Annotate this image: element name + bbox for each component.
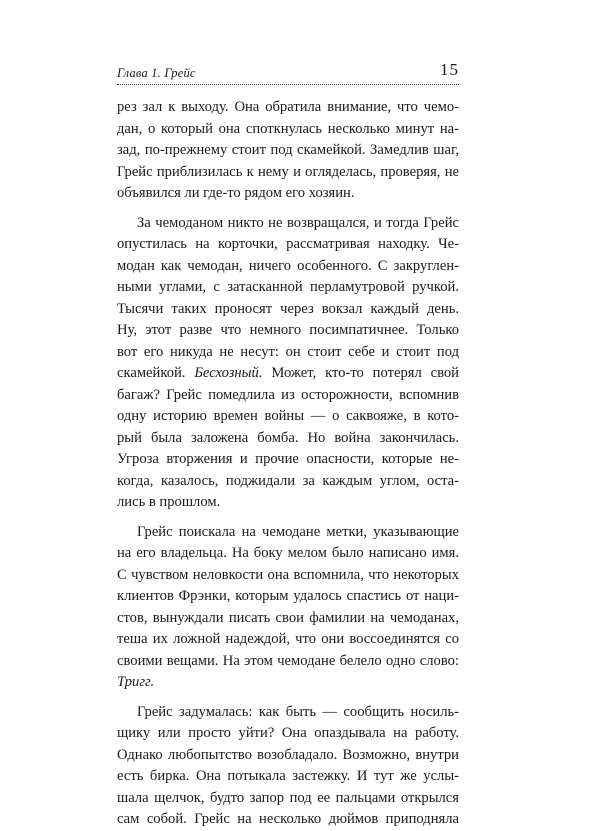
text-line: шала щелчок, будто запор под ее пальцами открылся — [117, 789, 459, 806]
text-fragment: Может, кто-то потерял свой — [271, 365, 459, 381]
text-line: За чемоданом никто не возвращался, и тогда Грейс — [137, 214, 459, 231]
text-line: сам собой. Грейс на несколько дюймов приподняла — [117, 811, 459, 827]
text-line: Грейс задумалась: как быть — сообщить носиль- — [137, 703, 459, 720]
paragraph-2 — [117, 213, 459, 514]
text-line: щику или просто уйти? Она опаздывала на работу. — [117, 725, 459, 741]
text-line: модан как чемодан, ничего особенного. С закруглен- — [117, 257, 459, 274]
text-line: теша их ложной надеждой, что они воссоединятся со — [117, 631, 459, 647]
paragraph-3 — [117, 522, 459, 694]
running-head: Глава 1. Грейс — [117, 66, 196, 80]
text-line: Однако любопытство возобладало. Возможно, внутри — [117, 746, 459, 763]
text-line: Ну, этот разве что немного посимпатичнее. Только — [117, 322, 459, 338]
text-line: рез зал к выходу. Она обратила внимание, что чемо- — [117, 99, 459, 115]
text-line: одну историю времен войны — о саквояже, в кото- — [117, 408, 459, 424]
text-line: Угроза вторжения и прочие опасности, которые не- — [117, 451, 459, 467]
body-text — [117, 97, 459, 831]
text-line: ными углами, с затасканной перламутровой ручкой. — [117, 279, 459, 295]
header-dotted-rule — [117, 84, 459, 85]
text-line: есть бирка. Она потыкала застежку. И тут же услы- — [117, 768, 459, 784]
page-number: 15 — [440, 60, 459, 79]
text-line: клиентов Фрэнки, которым удалось спастись от наци- — [117, 588, 459, 604]
text-line: стов, вынуждали писать свои фамилии на чемоданах, — [117, 609, 459, 626]
text-line: на его владельца. На боку мелом было написано имя. — [117, 545, 459, 561]
text-line-italic: Тригг. — [117, 674, 155, 690]
text-line: Грейс приблизилась к нему и огляделась, проверяя, не — [117, 163, 459, 180]
text-fragment: скамейкой. — [117, 365, 186, 381]
text-line: рый была заложена бомба. Но война закончилась. — [117, 429, 459, 446]
text-line: опустилась на корточки, рассматривая находку. Че- — [117, 236, 459, 252]
text-line: зад, по-прежнему стоит под скамейкой. Замедлив шаг, — [117, 142, 459, 158]
text-line: лись в прошлом. — [117, 494, 221, 510]
text-line: С чувством неловкости она вспомнила, что некоторых — [117, 566, 459, 583]
italic-word: Бесхозный. — [194, 365, 263, 381]
text-line: когда, казалось, поджидали за каждым углом, оста- — [117, 472, 459, 489]
text-line: Тысячи таких проносят через вокзал каждый день. — [117, 300, 459, 317]
text-line: своими вещами. На этом чемодане белело одно слово: — [117, 652, 459, 669]
text-line: дан, о который она споткнулась несколько минут на- — [117, 120, 459, 137]
text-line: Грейс поискала на чемодане метки, указывающие — [137, 523, 459, 540]
text-line: багаж? Грейс помедлила из осторожности, вспомнив — [117, 386, 459, 403]
text-line: объявился ли где-то рядом его хозяин. — [117, 185, 355, 201]
text-line: вот его никуда не несут: он стоит себе и стоит под — [117, 343, 459, 360]
paragraph-4 — [117, 702, 459, 831]
text-line-mixed — [117, 363, 459, 385]
paragraph-1 — [117, 97, 459, 205]
